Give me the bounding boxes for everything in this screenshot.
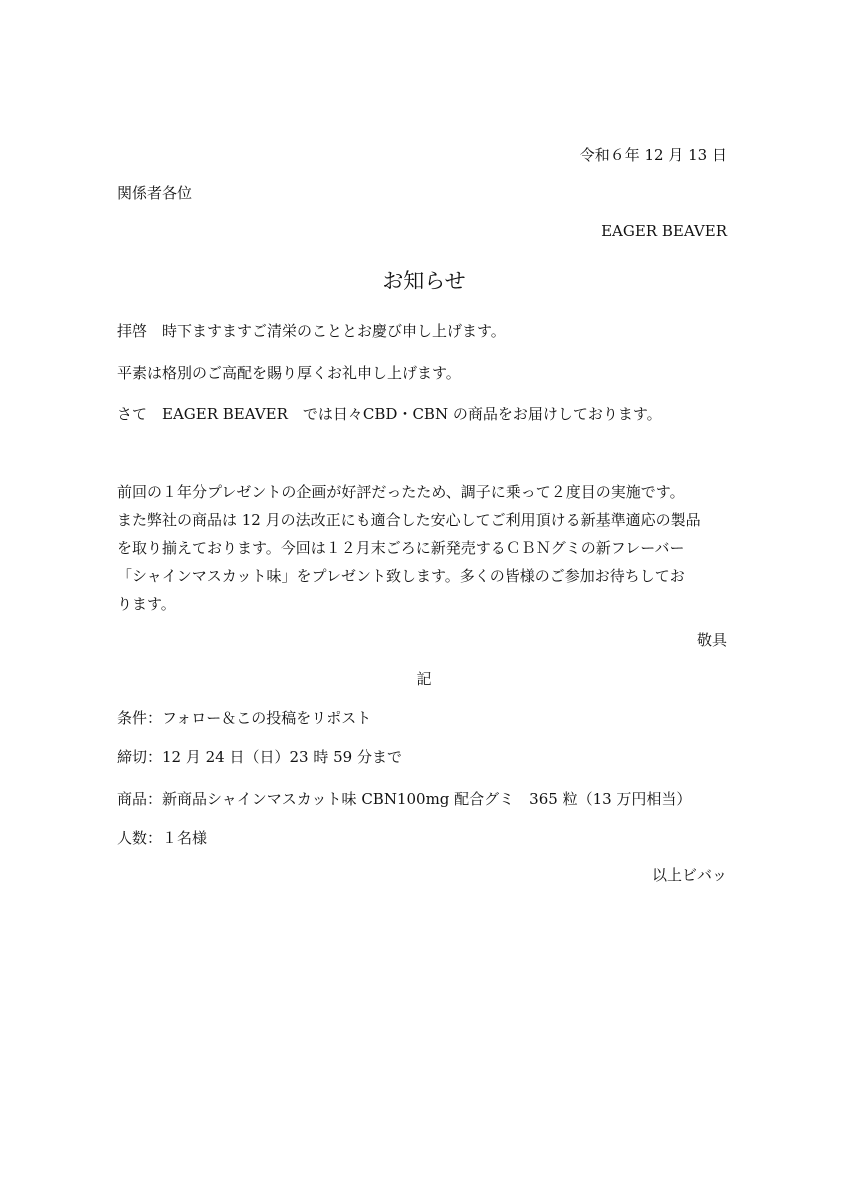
record-heading: 記 (416, 670, 432, 688)
body-line: また弊社の商品は 12 月の法改正にも適合した安心してご利用頂ける新基準適応の製品 (117, 511, 701, 529)
end-mark: 以上ビバッ (651, 866, 727, 884)
body-line: を取り揃えております。今回は１２月末ごろに新発売するＣＢＮグミの新フレーバー (117, 539, 685, 557)
document-date: 令和６年 12 月 13 日 (579, 146, 727, 164)
greeting-line-3: さて EAGER BEAVER では日々CBD・CBN の商品をお届けしております。 (117, 405, 662, 423)
detail-winners: 人数：１名様 (117, 829, 208, 847)
body-paragraph (117, 478, 737, 618)
sender-name: EAGER BEAVER (601, 222, 727, 240)
closing-word: 敬具 (696, 631, 727, 649)
detail-deadline: 締切：12 月 24 日（日）23 時 59 分まで (117, 748, 402, 766)
greeting-line-2: 平素は格別のご高配を賜り厚くお礼申し上げます。 (117, 364, 461, 382)
detail-condition: 条件：フォロー＆この投稿をリポスト (117, 709, 372, 727)
body-line: ります。 (117, 595, 176, 613)
detail-product: 商品：新商品シャインマスカット味 CBN100mg 配合グミ 365 粒（13 万円相当） (117, 790, 692, 808)
body-line: 「シャインマスカット味」をプレゼント致します。多くの皆様のご参加お待ちしてお (117, 567, 685, 585)
greeting-line-1: 拝啓 時下ますますご清栄のこととお慶び申し上げます。 (117, 322, 506, 340)
body-line: 前回の１年分プレゼントの企画が好評だったため、調子に乗って２度目の実施です。 (117, 483, 685, 501)
recipient-line: 関係者各位 (117, 184, 193, 202)
document-title: お知らせ (382, 269, 466, 293)
